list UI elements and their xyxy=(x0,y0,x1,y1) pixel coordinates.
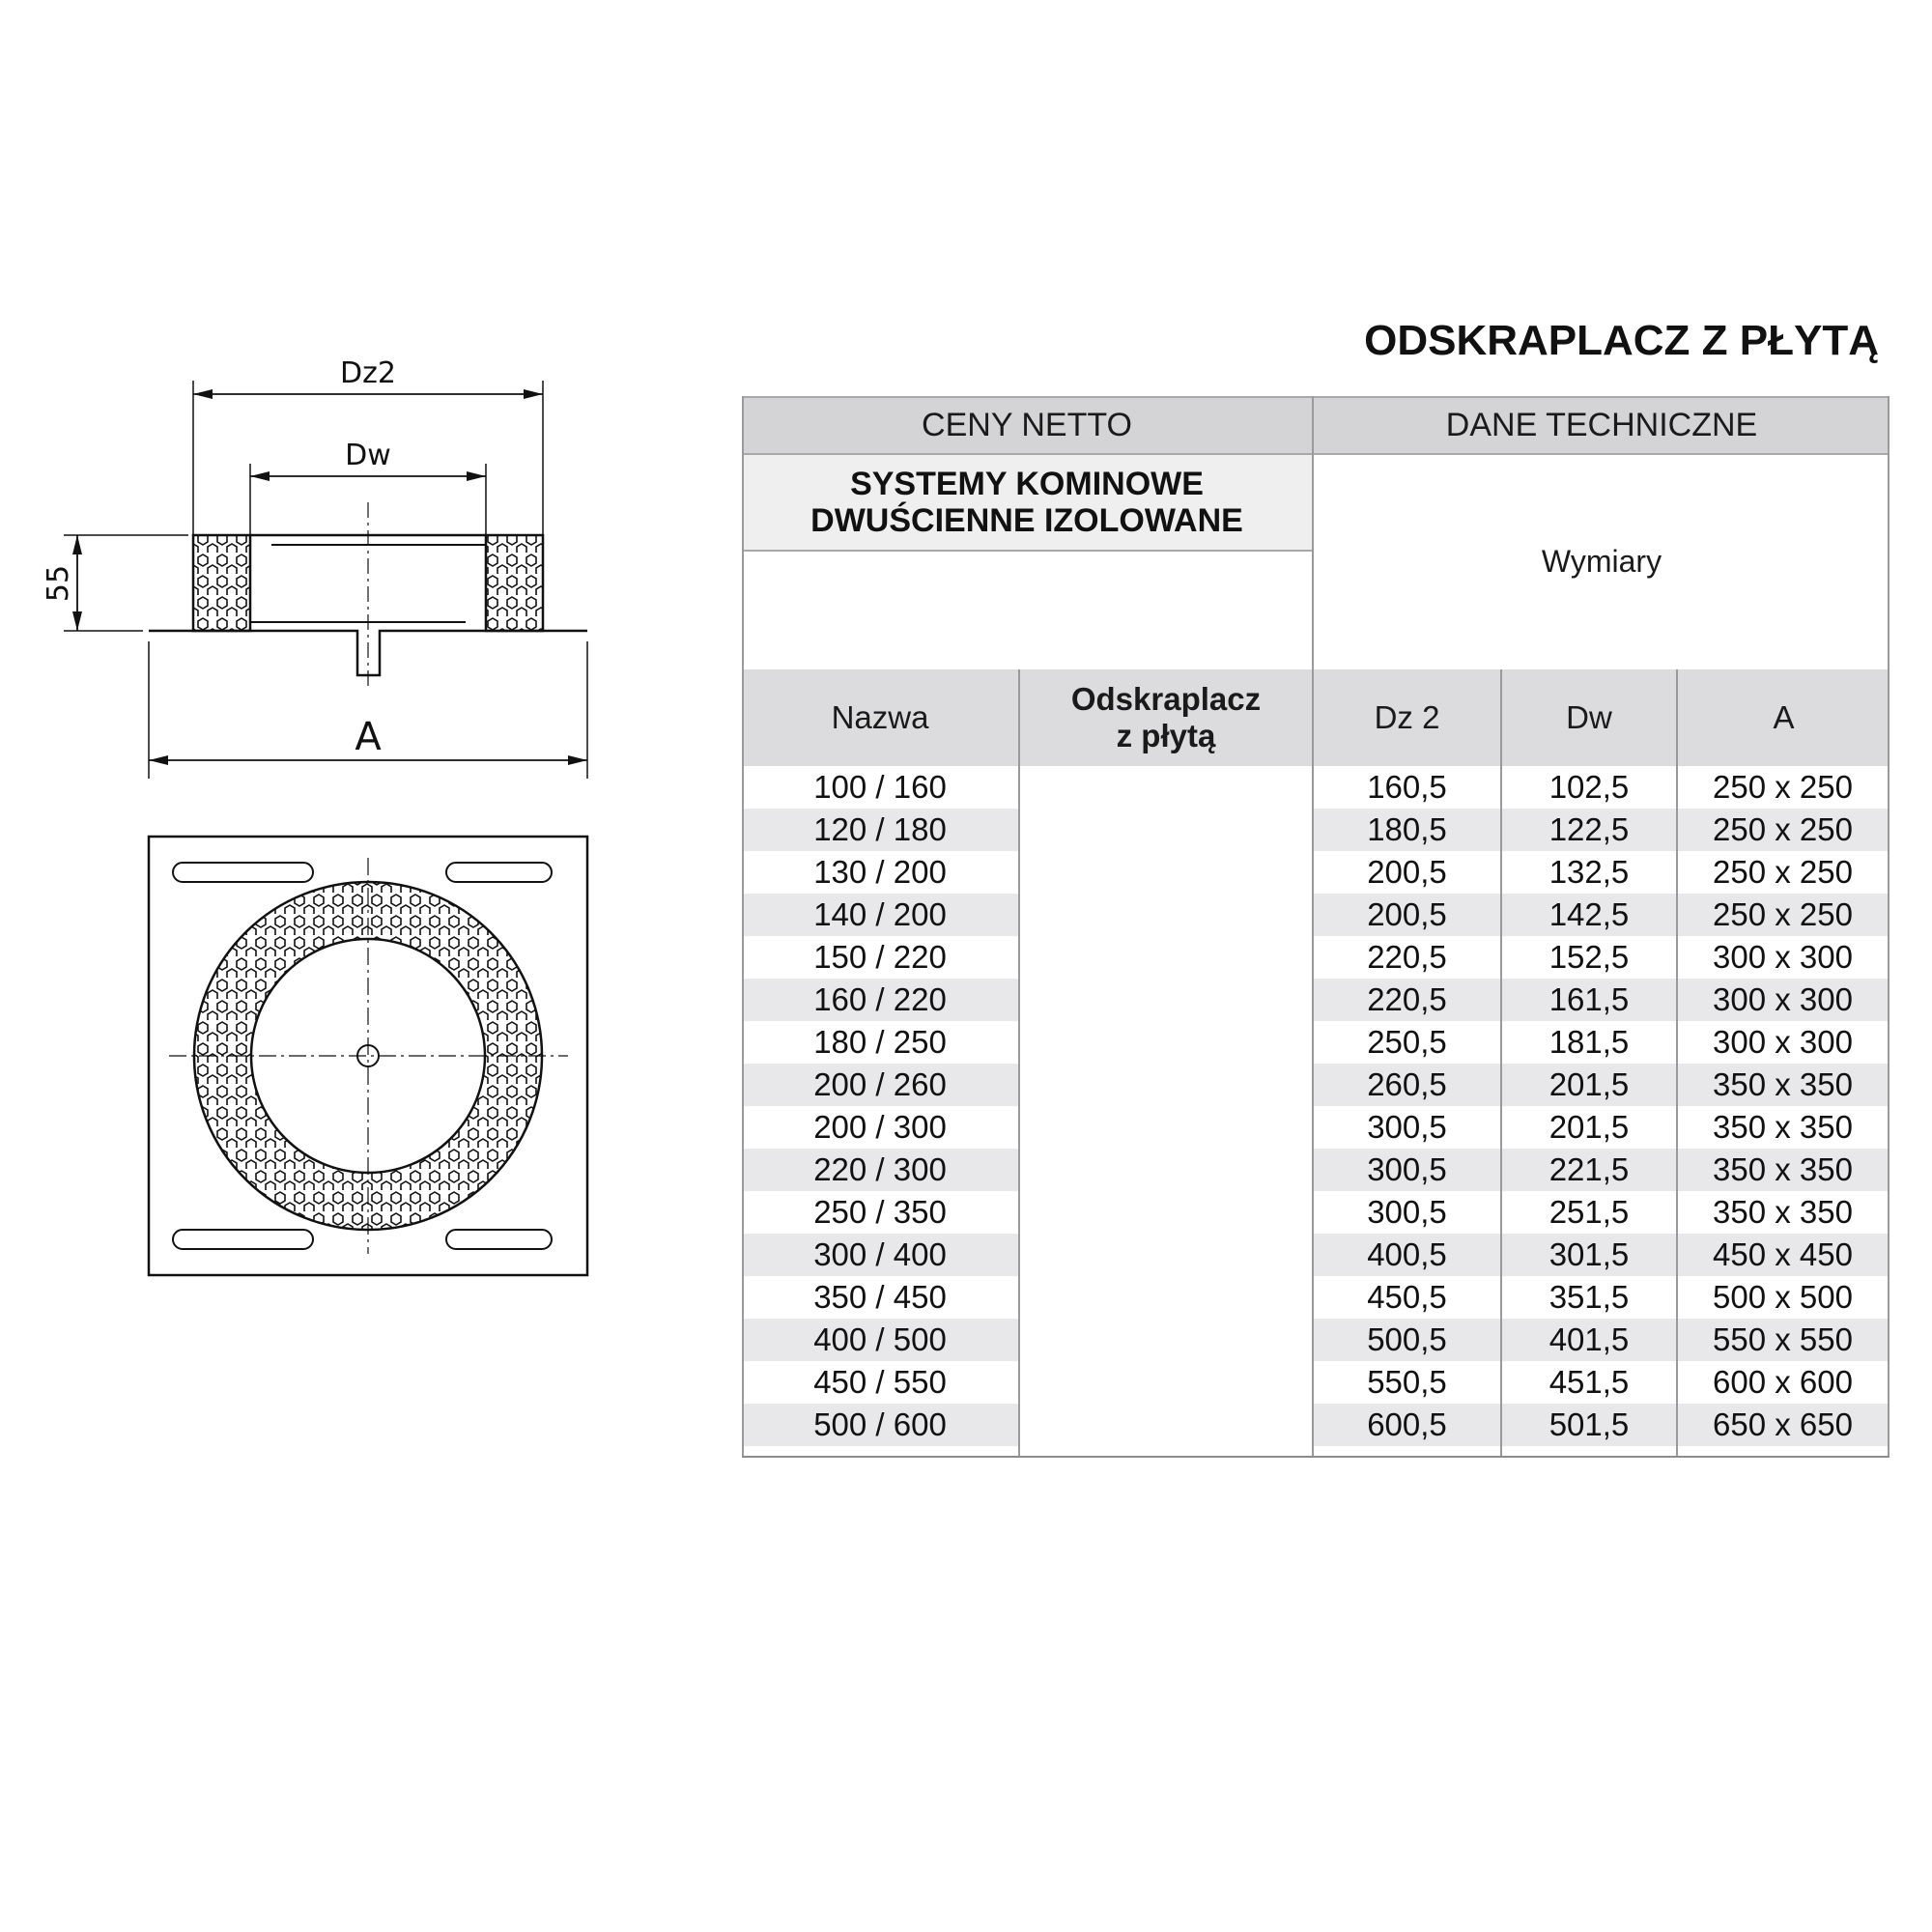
cell-dw: 201,5 xyxy=(1548,1109,1630,1145)
divider xyxy=(742,396,1889,398)
table-row xyxy=(742,809,1889,851)
cell-price xyxy=(1020,1361,1312,1404)
cell-dw: 301,5 xyxy=(1502,1234,1676,1276)
cell-price xyxy=(1020,1319,1312,1361)
cell-dw: 161,5 xyxy=(1502,979,1676,1021)
cell-name: 400 / 500 xyxy=(742,1319,1018,1361)
price-header-empty xyxy=(742,551,1312,669)
cell-dw: 351,5 xyxy=(1548,1279,1630,1315)
cell-dz2: 300,5 xyxy=(1367,1194,1447,1230)
table-row xyxy=(742,1064,1889,1106)
table-row xyxy=(742,1361,1889,1404)
cell-name: 180 / 250 xyxy=(813,1024,947,1060)
divider xyxy=(742,550,1312,552)
dz2-label: Dz2 xyxy=(340,356,396,390)
cell-a: 600 x 600 xyxy=(1713,1364,1853,1400)
cell-a: 300 x 300 xyxy=(1713,939,1853,975)
cell-a: 450 x 450 xyxy=(1678,1234,1888,1276)
cell-a: 350 x 350 xyxy=(1713,1194,1853,1230)
mounting-slot xyxy=(446,863,552,882)
cell-name: 100 / 160 xyxy=(813,769,947,805)
cell-dz2: 220,5 xyxy=(1314,979,1500,1021)
cell-dz2: 300,5 xyxy=(1367,1109,1447,1145)
cell-price xyxy=(1020,1064,1312,1106)
cell-a: 550 x 550 xyxy=(1678,1319,1888,1361)
cell-a: 350 x 350 xyxy=(1678,1064,1888,1106)
cell-dz2: 250,5 xyxy=(1367,1024,1447,1060)
divider xyxy=(742,1456,1889,1458)
cell-dw: 181,5 xyxy=(1548,1024,1630,1060)
divider xyxy=(1500,669,1502,1458)
cell-price xyxy=(1020,1149,1312,1191)
table-row xyxy=(742,1106,1889,1149)
cell-name: 150 / 220 xyxy=(813,939,947,975)
cell-dz2: 500,5 xyxy=(1314,1319,1500,1361)
table-row xyxy=(742,1021,1889,1064)
cell-price xyxy=(1020,851,1312,894)
cell-a: 250 x 250 xyxy=(1713,769,1853,805)
cell-dz2: 200,5 xyxy=(1367,854,1447,890)
cell-a: 500 x 500 xyxy=(1713,1279,1853,1315)
cell-dw: 451,5 xyxy=(1548,1364,1630,1400)
cell-price xyxy=(1020,1021,1312,1064)
column-header-product: Odskraplacz z płytą xyxy=(1020,669,1312,766)
side-view xyxy=(42,356,587,779)
cell-a: 650 x 650 xyxy=(1678,1404,1888,1446)
dimensions-header: Wymiary xyxy=(1314,454,1889,669)
column-header-name: Nazwa xyxy=(742,669,1018,766)
cell-name: 200 / 300 xyxy=(813,1109,947,1145)
mounting-slot xyxy=(446,1230,552,1249)
cell-name: 200 / 260 xyxy=(742,1064,1018,1106)
cell-price xyxy=(1020,979,1312,1021)
table-row xyxy=(742,936,1889,979)
cell-price xyxy=(1020,766,1312,809)
cell-a: 350 x 350 xyxy=(1678,1149,1888,1191)
cell-dw: 251,5 xyxy=(1548,1194,1630,1230)
cell-dw: 501,5 xyxy=(1502,1404,1676,1446)
table-row xyxy=(742,1149,1889,1191)
cell-dz2: 400,5 xyxy=(1314,1234,1500,1276)
cell-dw: 152,5 xyxy=(1548,939,1630,975)
cell-a: 250 x 250 xyxy=(1713,854,1853,890)
cell-dw: 102,5 xyxy=(1548,769,1630,805)
column-header-dz2: Dz 2 xyxy=(1314,669,1500,766)
dw-label: Dw xyxy=(345,439,391,472)
technical-drawing xyxy=(0,0,676,1352)
cell-dw: 201,5 xyxy=(1502,1064,1676,1106)
cell-name: 130 / 200 xyxy=(813,854,947,890)
table-row xyxy=(742,766,1889,809)
cell-price xyxy=(1020,1191,1312,1234)
cell-dz2: 300,5 xyxy=(1314,1149,1500,1191)
cell-dz2: 220,5 xyxy=(1367,939,1447,975)
cell-name: 140 / 200 xyxy=(742,894,1018,936)
cell-name: 500 / 600 xyxy=(742,1404,1018,1446)
cell-dw: 401,5 xyxy=(1502,1319,1676,1361)
table-row xyxy=(742,1319,1889,1361)
cell-name: 220 / 300 xyxy=(742,1149,1018,1191)
cell-dw: 122,5 xyxy=(1502,809,1676,851)
mounting-slot xyxy=(173,1230,313,1249)
table-row xyxy=(742,851,1889,894)
cell-dz2: 180,5 xyxy=(1314,809,1500,851)
cell-price xyxy=(1020,809,1312,851)
height-label: 55 xyxy=(42,564,75,603)
cell-a: 300 x 300 xyxy=(1713,1024,1853,1060)
column-header-a: A xyxy=(1678,669,1889,766)
cell-dz2: 160,5 xyxy=(1367,769,1447,805)
group-header-prices: CENY NETTO xyxy=(742,396,1312,454)
divider xyxy=(1888,396,1889,1458)
mounting-slot xyxy=(173,863,313,882)
column-header-dw: Dw xyxy=(1502,669,1676,766)
cell-dw: 221,5 xyxy=(1502,1149,1676,1191)
cell-price xyxy=(1020,1234,1312,1276)
system-name: SYSTEMY KOMINOWE DWUŚCIENNE IZOLOWANE xyxy=(742,454,1312,551)
divider xyxy=(1018,669,1020,1458)
cell-price xyxy=(1020,894,1312,936)
table-row xyxy=(742,1276,1889,1319)
group-header-technical: DANE TECHNICZNE xyxy=(1314,396,1889,454)
cell-dz2: 260,5 xyxy=(1314,1064,1500,1106)
cell-dw: 142,5 xyxy=(1502,894,1676,936)
cell-price xyxy=(1020,1404,1312,1446)
table-row xyxy=(742,1234,1889,1276)
cell-dz2: 450,5 xyxy=(1367,1279,1447,1315)
cell-dz2: 200,5 xyxy=(1314,894,1500,936)
cell-name: 350 / 450 xyxy=(813,1279,947,1315)
a-label: A xyxy=(355,715,382,759)
cell-price xyxy=(1020,1106,1312,1149)
cell-price xyxy=(1020,936,1312,979)
cell-dz2: 550,5 xyxy=(1367,1364,1447,1400)
cell-a: 250 x 250 xyxy=(1678,894,1888,936)
divider xyxy=(1676,669,1678,1458)
cell-price xyxy=(1020,1276,1312,1319)
divider xyxy=(742,453,1889,455)
page-title: ODSKRAPLACZ Z PŁYTĄ xyxy=(1364,317,1879,364)
table-row xyxy=(742,1191,1889,1234)
cell-a: 300 x 300 xyxy=(1678,979,1888,1021)
cell-a: 350 x 350 xyxy=(1713,1109,1853,1145)
cell-name: 160 / 220 xyxy=(742,979,1018,1021)
table-row xyxy=(742,979,1889,1021)
cell-dz2: 600,5 xyxy=(1314,1404,1500,1446)
cell-a: 250 x 250 xyxy=(1678,809,1888,851)
cell-name: 120 / 180 xyxy=(742,809,1018,851)
cell-name: 250 / 350 xyxy=(813,1194,947,1230)
top-view xyxy=(149,837,587,1275)
table-row xyxy=(742,894,1889,936)
cell-name: 300 / 400 xyxy=(742,1234,1018,1276)
cell-name: 450 / 550 xyxy=(813,1364,947,1400)
divider xyxy=(742,396,744,1458)
cell-dw: 132,5 xyxy=(1548,854,1630,890)
divider xyxy=(1312,396,1314,1458)
table-row xyxy=(742,1404,1889,1446)
